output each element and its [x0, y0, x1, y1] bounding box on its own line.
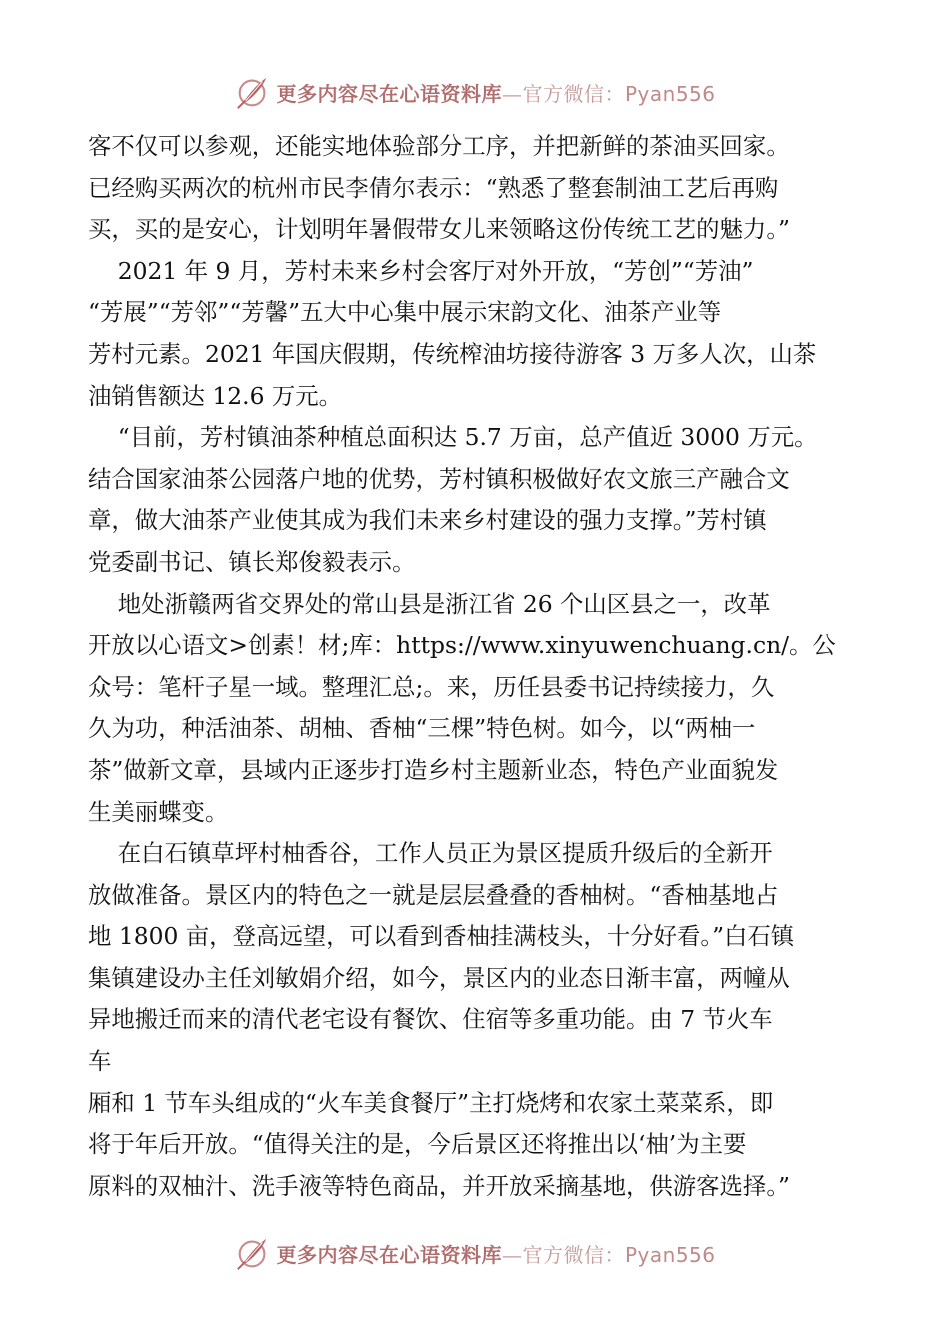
- text-line: 2021 年 9 月，芳村未来乡村会客厅对外开放，“芳创”“芳油”: [88, 256, 754, 285]
- text-line: 厢和 1 节车头组成的“火车美食餐厅”主打烧烤和农家土菜菜系，即: [88, 1088, 774, 1117]
- footer-wechat-id: Pyan556: [624, 1242, 716, 1267]
- text-line: 将于年后开放。“值得关注的是，今后景区还将推出以‘柚’为主要: [88, 1130, 747, 1159]
- text-line: 客不仅可以参观，还能实地体验部分工序，并把新鲜的茶油买回家。: [88, 132, 790, 160]
- text-line: 茶”做新文章，县域内正逐步打造乡村主题新业态，特色产业面貌发: [88, 755, 779, 784]
- text-line: 众号：笔杆子星一域。整理汇总;。来，历任县委书记持续接力，久: [88, 672, 775, 701]
- feather-pen-logo-icon: [234, 73, 272, 111]
- footer-text: [276, 1239, 715, 1268]
- footer-brand: 更多内容尽在心语资料库: [276, 1242, 502, 1267]
- text-line: 党委副书记、镇长郑俊毅表示。: [88, 547, 416, 576]
- text-line: “芳展”“芳邻”“芳馨”五大中心集中展示宋韵文化、油茶产业等: [88, 298, 722, 327]
- footer-watermark: [0, 1233, 950, 1273]
- text-line: “目前，芳村镇油茶种植总面积达 5.7 万亩，总产值近 3000 万元。: [88, 423, 818, 452]
- text-line: 地处浙赣两省交界处的常山县是浙江省 26 个山区县之一，改革: [88, 589, 771, 618]
- text-line: 原料的双柚汁、洗手液等特色商品，并开放采摘基地，供游客选择。”: [88, 1171, 790, 1200]
- text-line: 章，做大油茶产业使其成为我们未来乡村建设的强力支撑。”芳村镇: [88, 506, 767, 535]
- header-text: [276, 78, 715, 107]
- header-watermark: [0, 72, 950, 112]
- header-wechat-id: Pyan556: [624, 81, 716, 106]
- footer-dash: —: [501, 1242, 523, 1267]
- text-line: 已经购买两次的杭州市民李倩尔表示：“熟悉了整套制油工艺后再购: [88, 173, 779, 202]
- header-brand: 更多内容尽在心语资料库: [276, 81, 502, 106]
- text-line: 结合国家油茶公园落户地的优势，芳村镇积极做好农文旅三产融合文: [88, 464, 790, 493]
- article-body: [88, 126, 880, 1207]
- feather-pen-logo-icon: [234, 1234, 272, 1272]
- text-line: 放做准备。景区内的特色之一就是层层叠叠的香柚树。“香柚基地占: [88, 880, 779, 909]
- text-line: 异地搬迁而来的清代老宅设有餐饮、住宿等多重功能。由 7 节火车: [88, 1005, 773, 1034]
- text-line: 车: [88, 1047, 112, 1076]
- text-line: 油销售额达 12.6 万元。: [88, 381, 343, 410]
- text-line: 地 1800 亩，登高远望，可以看到香柚挂满枝头，十分好看。”白石镇: [88, 922, 795, 951]
- text-line: 买，买的是安心，计划明年暑假带女儿来领略这份传统工艺的魅力。”: [88, 215, 790, 244]
- text-line: 集镇建设办主任刘敏娟介绍，如今，景区内的业态日渐丰富，两幢从: [88, 963, 790, 992]
- header-dash: —: [501, 81, 523, 106]
- footer-label: 官方微信：: [522, 1242, 625, 1267]
- text-line: 芳村元素。2021 年国庆假期，传统榨油坊接待游客 3 万多人次，山茶: [88, 339, 817, 368]
- text-line: 在白石镇草坪村柚香谷，工作人员正为景区提质升级后的全新开: [88, 839, 773, 868]
- header-label: 官方微信：: [522, 81, 625, 106]
- text-line: 久为功，种活油茶、胡柚、香柚“三棵”特色树。如今，以“两柚一: [88, 714, 756, 743]
- text-line: 开放以心语文>创素！材;库：https://www.xinyuwenchuang.cn/。公: [88, 631, 836, 660]
- text-line: 生美丽蝶变。: [88, 797, 229, 826]
